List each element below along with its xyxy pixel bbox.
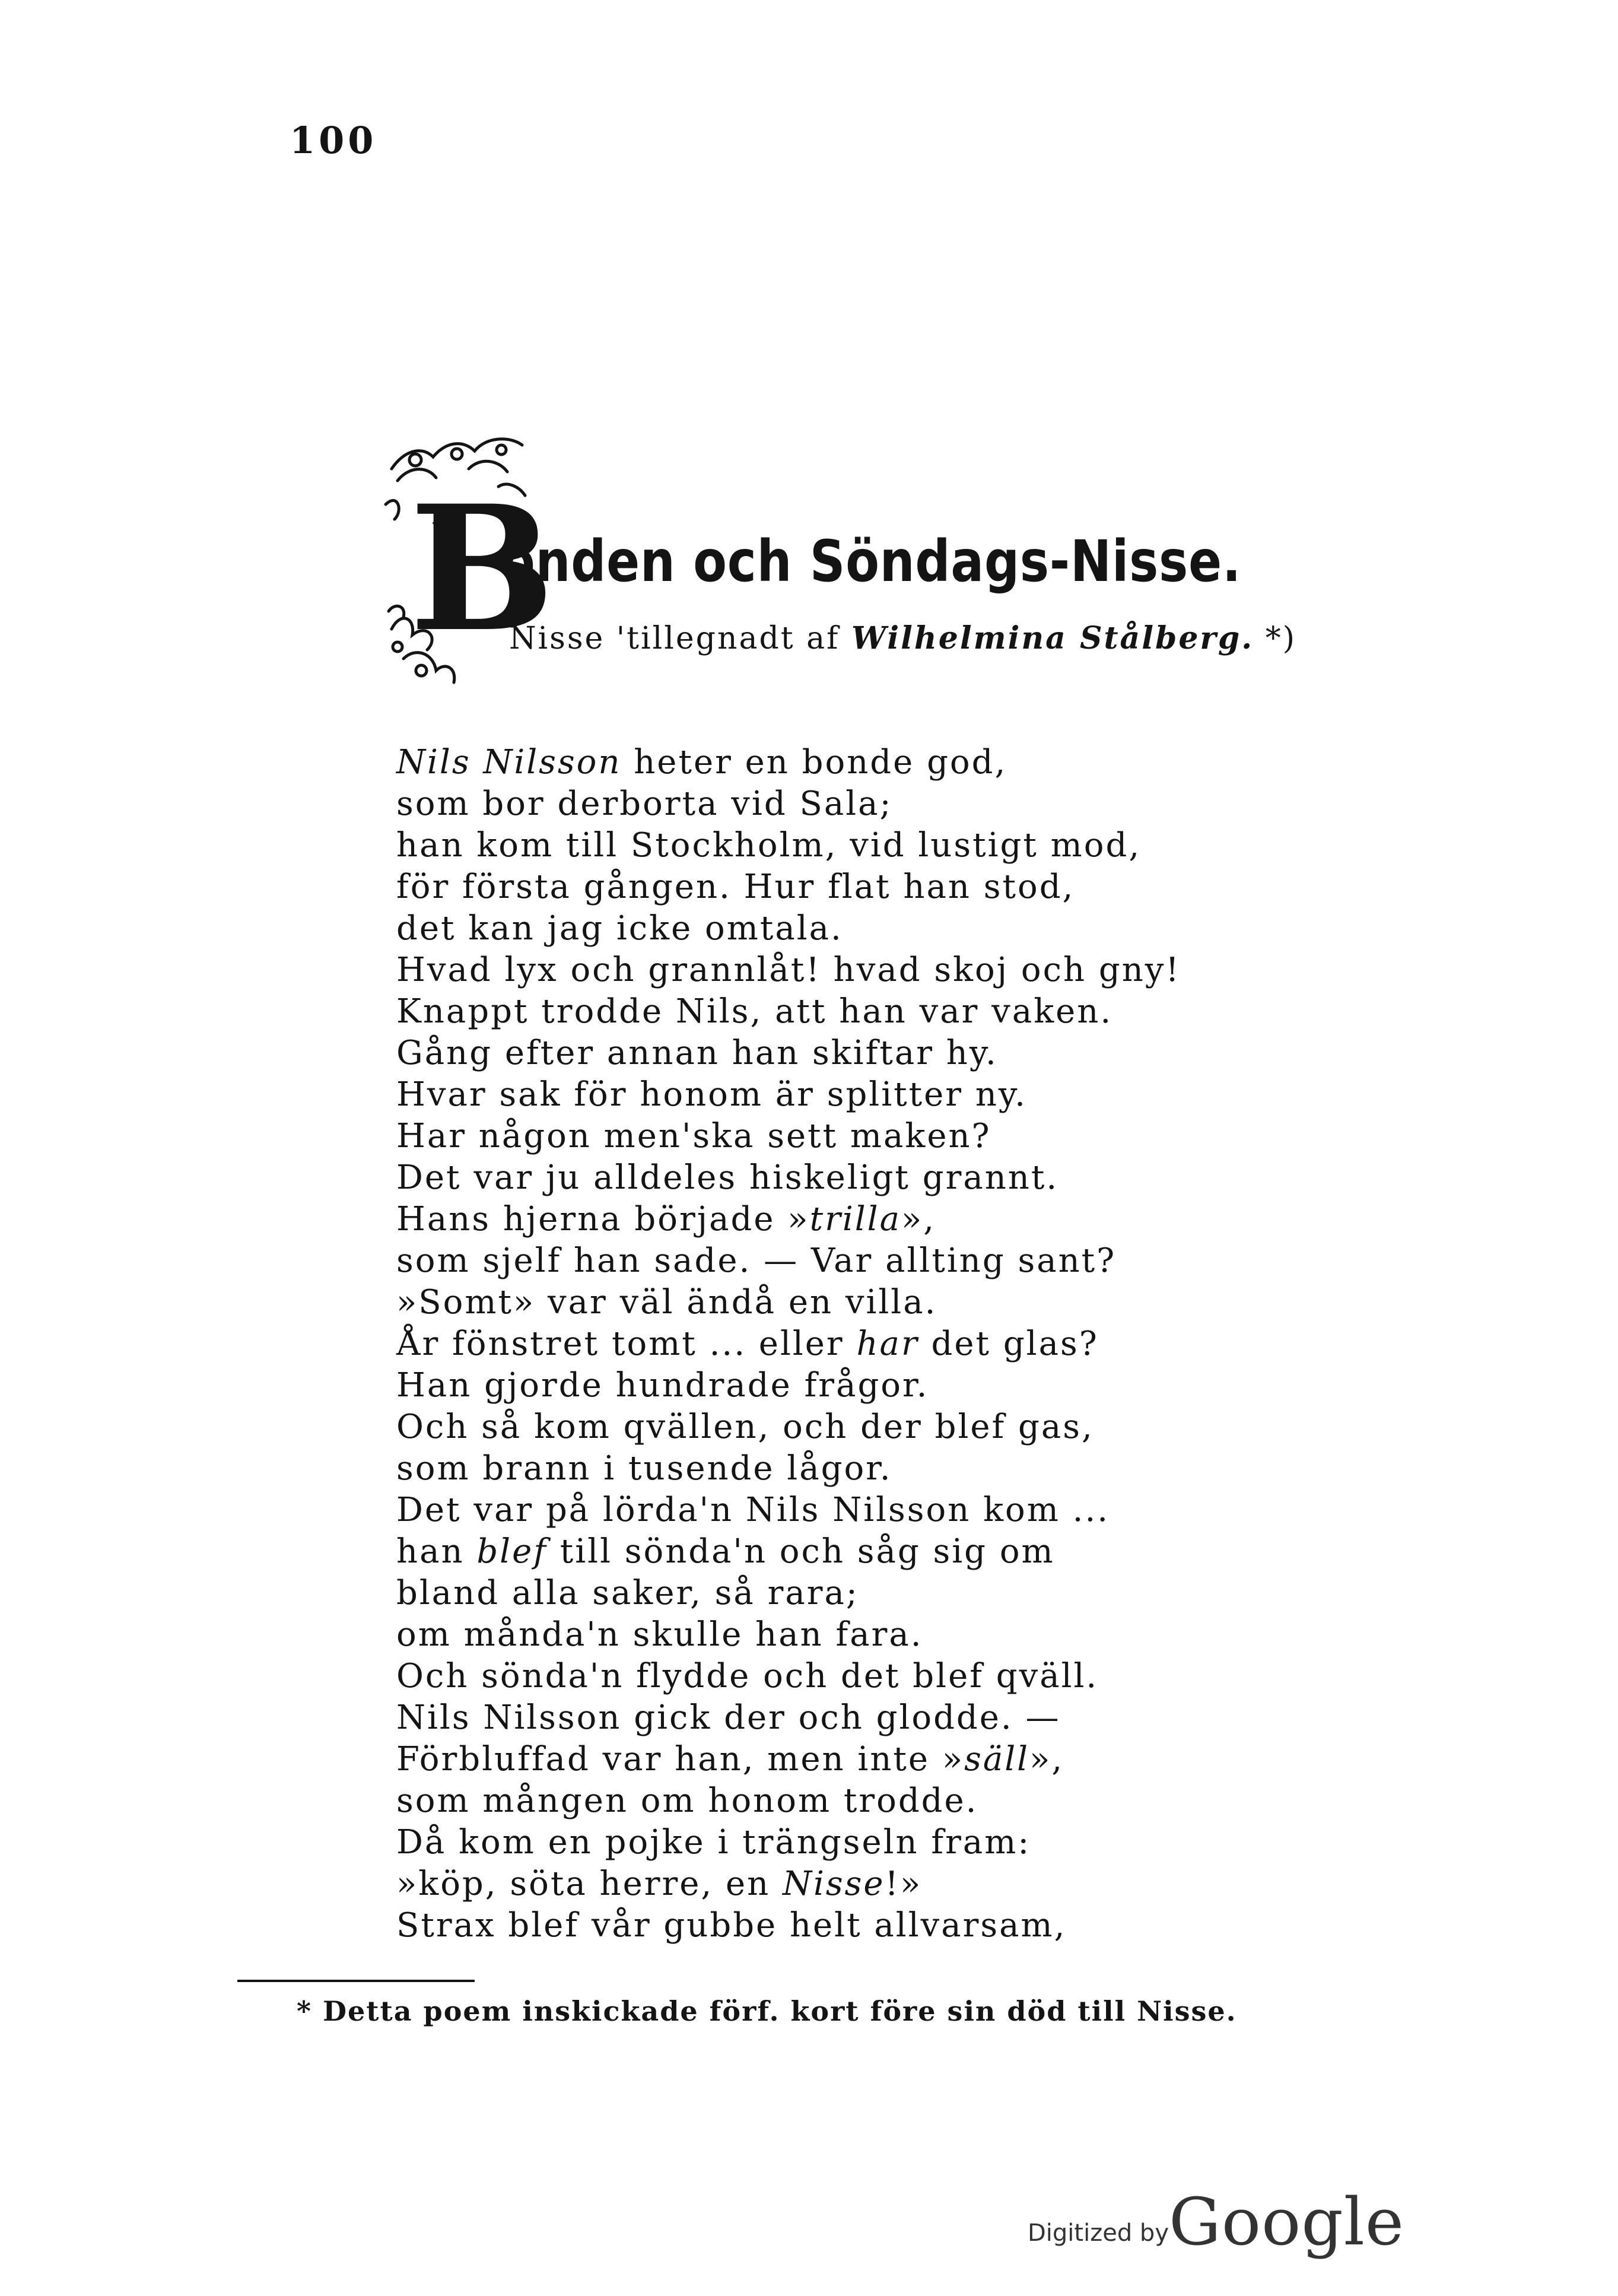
poem-line-emphasis: blef <box>476 1532 548 1571</box>
poem-line-text: Det var ju alldeles hiskeligt grannt. <box>396 1158 1059 1197</box>
poem-line-text: som mången om honom trodde. <box>396 1781 978 1820</box>
poem-line <box>396 1656 1227 1697</box>
poem-line-text: Hans hjerna började » <box>396 1200 810 1238</box>
poem-line <box>396 1240 1227 1282</box>
poem-line-text: Nils Nilsson gick der och glodde. — <box>396 1698 1061 1737</box>
poem-line <box>396 1406 1227 1448</box>
poem-title: onden och Söndags-Nisse. <box>501 528 1242 595</box>
poem-line <box>396 1905 1227 1946</box>
poem-line <box>396 1490 1227 1531</box>
poem-line-text: det glas? <box>918 1325 1099 1363</box>
poem-line <box>396 1780 1227 1822</box>
poem-body <box>396 742 1227 1946</box>
poem-line-text: », <box>901 1200 936 1238</box>
dedication-prefix: Nisse 'tillegnadt af <box>509 621 851 656</box>
poem-line-text: till sönda'n och såg sig om <box>547 1532 1055 1571</box>
poem-line <box>396 866 1227 908</box>
poem-line-text: det kan jag icke omtala. <box>396 909 843 948</box>
poem-line-text: han kom till Stockholm, vid lustigt mod, <box>396 826 1142 865</box>
poem-line-text: »Somt» var väl ändå en villa. <box>396 1283 937 1322</box>
poem-line-text: Då kom en pojke i trängseln fram: <box>396 1823 1031 1862</box>
footnote: * Detta poem inskickade förf. kort före sin död till Nisse. <box>297 1995 1237 2027</box>
poem-line-text: !» <box>885 1865 923 1903</box>
poem-line <box>396 1199 1227 1240</box>
digitized-watermark <box>1028 2184 1404 2260</box>
poem-line <box>396 1116 1227 1157</box>
poem-line <box>396 1282 1227 1323</box>
poem-line-text: Och sönda'n flydde och det blef qväll. <box>396 1657 1099 1695</box>
poem-line-text: om månda'n skulle han fara. <box>396 1615 923 1654</box>
google-logo: Google <box>1169 2184 1405 2260</box>
poem-line <box>396 1822 1227 1863</box>
poem-line-text: han <box>396 1532 477 1571</box>
poem-line-text: heter en bonde god, <box>621 743 1007 782</box>
poem-line <box>396 1448 1227 1490</box>
poem-line-text: Det var på lörda'n Nils Nilsson kom ... <box>396 1491 1110 1529</box>
poem-line-text: Hvad lyx och grannlåt! hvad skoj och gny! <box>396 951 1181 989</box>
poem-line-text: Knappt trodde Nils, att han var vaken. <box>396 992 1113 1031</box>
poem-line-text: År fönstret tomt ... eller <box>396 1325 857 1363</box>
poem-line <box>396 742 1227 783</box>
poem-line-emphasis: Nisse <box>783 1865 885 1903</box>
poem-line <box>396 1739 1227 1780</box>
poem-line <box>396 1863 1227 1905</box>
poem-line-emphasis: säll <box>964 1740 1030 1779</box>
initial-letter: B <box>409 468 555 670</box>
poem-line-text: Och så kom qvällen, och der blef gas, <box>396 1408 1094 1446</box>
poem-line <box>396 991 1227 1033</box>
poem-line <box>396 1697 1227 1739</box>
dedication-author: Wilhelmina Stålberg. <box>851 620 1254 656</box>
dedication-footnote-mark: *) <box>1254 621 1297 656</box>
poem-line <box>396 908 1227 949</box>
dedication-line <box>509 620 1296 656</box>
poem-line-text: Hvar sak för honom är splitter ny. <box>396 1075 1027 1114</box>
poem-line-text: som brann i tusende lågor. <box>396 1449 892 1488</box>
poem-line-text: för första gången. Hur flat han stod, <box>396 868 1075 906</box>
poem-line <box>396 1157 1227 1199</box>
poem-line <box>396 1074 1227 1116</box>
poem-line <box>396 1323 1227 1365</box>
poem-line-text: Han gjorde hundrade frågor. <box>396 1366 929 1405</box>
poem-line-text: Har någon men'ska sett maken? <box>396 1117 991 1155</box>
poem-line-text: Förbluffad var han, men inte » <box>396 1740 965 1779</box>
poem-line <box>396 1365 1227 1406</box>
poem-line-text: bland alla saker, så rara; <box>396 1574 859 1612</box>
poem-line-emphasis: Nils Nilsson <box>396 743 622 782</box>
poem-line <box>396 825 1227 866</box>
poem-line <box>396 1614 1227 1656</box>
poem-line <box>396 783 1227 825</box>
poem-line <box>396 1033 1227 1074</box>
poem-line-text: Strax blef vår gubbe helt allvarsam, <box>396 1906 1067 1945</box>
poem-line <box>396 1531 1227 1573</box>
poem-line-text: », <box>1029 1740 1064 1779</box>
page-number: 100 <box>290 119 377 162</box>
footnote-divider <box>237 1980 475 1982</box>
poem-line-emphasis: har <box>856 1325 919 1363</box>
poem-line-text: »köp, söta herre, en <box>396 1865 783 1903</box>
poem-line-emphasis: trilla <box>809 1200 901 1238</box>
poem-line <box>396 949 1227 991</box>
poem-line <box>396 1573 1227 1614</box>
poem-line-text: som bor derborta vid Sala; <box>396 785 893 823</box>
poem-line-text: Gång efter annan han skiftar hy. <box>396 1034 998 1072</box>
watermark-prefix: Digitized by <box>1028 2219 1169 2247</box>
poem-line-text: som sjelf han sade. — Var allting sant? <box>396 1241 1117 1280</box>
